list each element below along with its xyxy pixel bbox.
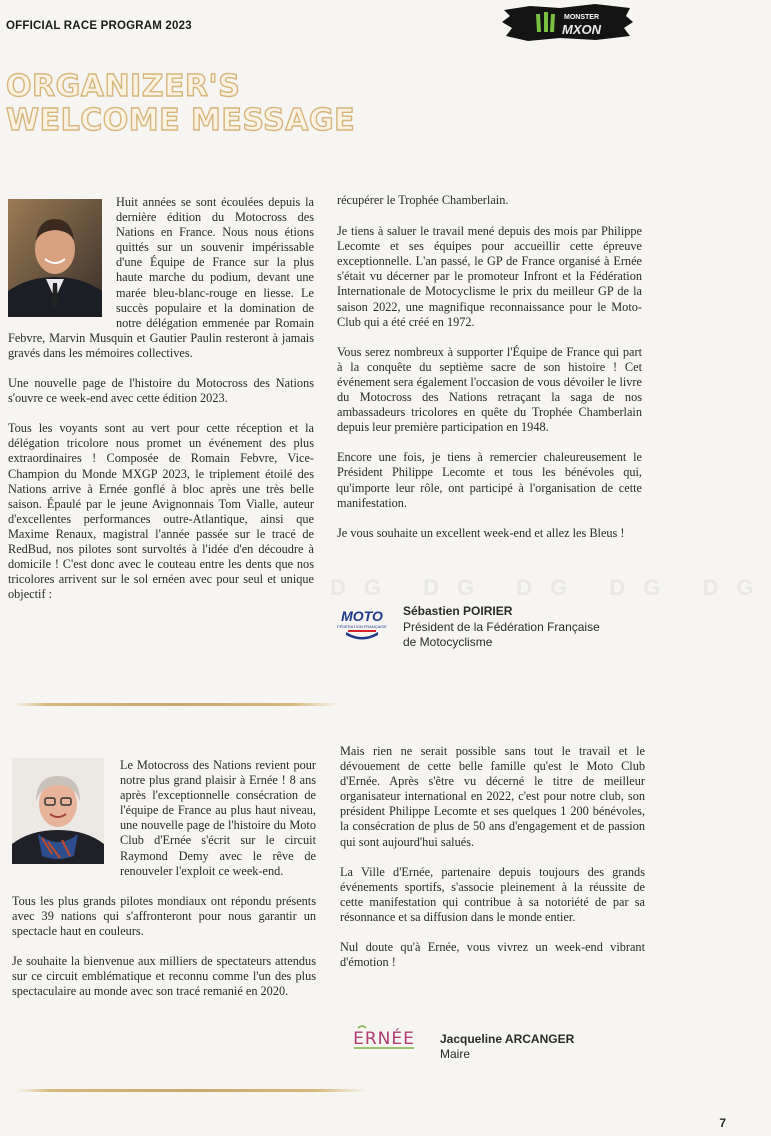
title-line-2: WELCOME MESSAGE	[6, 103, 356, 138]
section1-right-column	[337, 193, 642, 556]
logo-text-top: MONSTER	[564, 14, 599, 21]
section-divider-2	[16, 1089, 368, 1092]
ffm-logo-subtext: FÉDÉRATION FRANÇAISE	[337, 624, 387, 629]
section2-right-paragraph-3: Nul doute qu'à Ernée, vous vivrez un week-end vibrant d'émotion !	[340, 940, 645, 970]
section2-right-paragraph-1: Mais rien ne serait possible sans tout le travail et le dévouement de cette belle famille qu'est le Moto Club d'Ernée. Après s'être vu décerné le titre de meilleur organisateur international en 2022, c'est pour notre club, son président Philippe Lecomte et ses quelques 1 200 bénévoles, la consécration de plus de 50 ans d'engagement et de passion qui sont aujourd'hui salués.	[340, 744, 645, 849]
page-number: 7	[719, 1116, 726, 1130]
section1-left-paragraph-3: Tous les voyants sont au vert pour cette réception et la délégation tricolore nous promet un événement des plus extraordinaires ! Composée de Romain Febvre, Vice-Champion du Monde MXGP 2023, le triplement étoilé des Nations arrive à Ernée gonflé à bloc après une très belle saison. Épaulé par le jeune Avignonnais Tom Vialle, auteur d'excellentes performances outre-Atlantique, ainsi que Maxime Renaux, magistral l'année passée sur le tracé de RedBud, nos pilotes sont survoltés à l'idée d'en découdre à domicile ! C'est donc avec le couteau entre les dents que nos tricolores arrivent sur le sol ernéen avec pour seul et unique objectif :	[8, 421, 314, 602]
section2-left-paragraph-3: Je souhaite la bienvenue aux milliers de spectateurs attendus sur ce circuit emblématique et reconnu comme l'un des plus spectaculaire au monde avec son tracé remanié en 2020.	[12, 954, 316, 999]
section2-right-paragraph-2: La Ville d'Ernée, partenaire depuis toujours des grands événements sportifs, s'associe pleinement à la réussite de cette manifestation qui contribue à sa notoriété de par sa résonnance et sa diffusion dans le monde entier.	[340, 864, 645, 924]
section-divider-1	[14, 703, 340, 706]
section1-right-paragraph-3: Vous serez nombreux à supporter l'Équipe de France qui part à la conquête du septième sacre de son histoire ! Cet événement sera également l'occasion de vous dévoiler le livre du Motocross des Nations retraçant la saga de nos ambassadeurs tricolores en quête du Trophée Chamberlain depuis leur première participation en 1948.	[337, 344, 642, 435]
section2-left-paragraph-1: Le Motocross des Nations revient pour notre plus grand plaisir à Ernée ! 8 ans après l'exceptionnelle consécration de l'équipe de France au plus haut niveau, une nouvelle page de l'histoire du Moto Club d'Ernée s'écrit sur le circuit Raymond Demy avec le rêve de renouveler l'exploit ce week-end.	[120, 758, 316, 878]
ernee-logo-text: ERNÉE	[353, 1029, 415, 1049]
page-title	[6, 70, 355, 138]
running-head: OFFICIAL RACE PROGRAM 2023	[6, 20, 192, 32]
mxon-logo-icon	[500, 2, 635, 44]
ernee-logo-icon	[348, 1022, 420, 1056]
portrait-woman-icon	[12, 758, 104, 864]
section1-left-paragraph-1: Huit années se sont écoulées depuis la dernière édition du Motocross des Nations en France. Nous nous étions quittés sur un souvenir impérissable d'une Équipe de France sur la plus haute marche du podium, devant une marée bleu-blanc-rouge en liesse. Le succès populaire et la domination de notre délégation emmenée par Romain Febvre, Marvin Musquin et Gautier Paulin resteront à jamais gravés dans les mémoires collectives.	[8, 195, 314, 360]
ffm-logo-text: MOTO	[341, 608, 383, 624]
section2-right-column	[340, 744, 645, 985]
section1-left-column	[8, 195, 314, 617]
section2-left-paragraph-2: Tous les plus grands pilotes mondiaux ont répondu présents avec 39 nations qui s'affronteront pour nous garantir un spectacle haut en couleurs.	[12, 893, 316, 938]
signature-name-1: Sébastien POIRIER	[403, 604, 513, 618]
section1-right-paragraph-2: Je tiens à saluer le travail mené depuis des mois par Philippe Lecomte et ses équipes pour accueillir cette épreuve exceptionnelle. L'an passé, le GP de France organisé à Ernée s'était vu décerner par le promoteur Infront et la Fédération Internationale de Motocyclisme le prix du meilleur GP de la saison 2022, une magnifique reconnaissance pour le Moto-Club qui a été créé en 1972.	[337, 224, 642, 329]
section1-right-paragraph-1: récupérer le Trophée Chamberlain.	[337, 193, 509, 207]
signature-role-1-line-2: de Motocyclisme	[403, 635, 493, 649]
signature-role-1	[403, 620, 600, 650]
section1-right-paragraph-5: Je vous souhaite un excellent week-end et allez les Bleus !	[337, 525, 625, 540]
signature-name-2: Jacqueline ARCANGER	[440, 1032, 575, 1046]
logo-text-bottom: MXON	[562, 22, 601, 37]
section1-right-paragraph-4: Encore une fois, je tiens à remercier chaleureusement le Président Philippe Lecomte et tous les bénévoles qui, qu'importe leur rôle, ont participé à l'organisation de cette manifestation.	[337, 450, 642, 510]
ffm-logo-icon	[337, 606, 387, 644]
signature-role-2: Maire	[440, 1047, 471, 1061]
portrait-man-icon	[8, 199, 102, 317]
watermark: DG DG DG DG DG	[330, 575, 771, 600]
section1-left-paragraph-2: Une nouvelle page de l'histoire du Motocross des Nations s'ouvre ce week-end avec cette édition 2023.	[8, 376, 314, 406]
signature-role-1-line-1: Président de la Fédération Française	[403, 620, 600, 634]
section2-left-column	[12, 758, 316, 1014]
title-line-1: ORGANIZER'S	[6, 69, 241, 104]
